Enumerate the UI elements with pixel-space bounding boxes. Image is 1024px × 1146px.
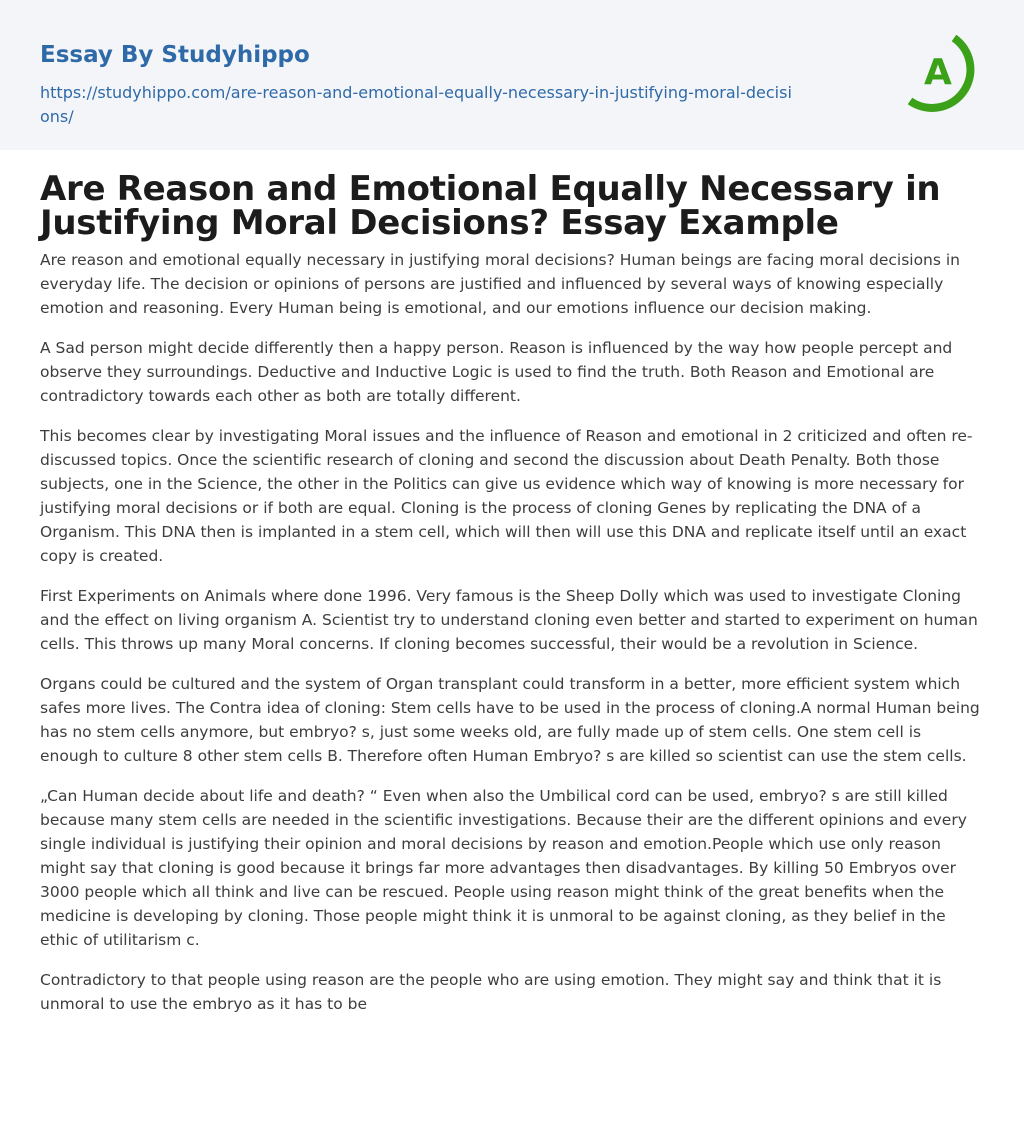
article-paragraph: This becomes clear by investigating Moral issues and the influence of Reason and emotional in 2 criticized and often re-discussed topics. Once the scientific research of cloning and second the discussion about Death Penalty. Both those subjects, one in the Science, the other in the Politics can give us evidence which way of knowing is more necessary for justifying moral decisions or if both are equal. Cloning is the process of cloning Genes by replicating the DNA of a Organism. This DNA then is implanted in a stem cell, which will then will use this DNA and replicate itself until an exact copy is created. — [40, 427, 973, 565]
article-paragraph: A Sad person might decide differently then a happy person. Reason is influenced by the way how people percept and observe they surroundings. Deductive and Inductive Logic is used to find the truth. Both Reason and Emotional are contradictory towards each other as both are totally different. — [40, 339, 953, 405]
studyhippo-logo-icon[interactable] — [896, 28, 986, 118]
article-paragraph: Contradictory to that people using reason are the people who are using emotion. They might say and think that it is unmoral to use the embryo as it has to be — [40, 971, 942, 1013]
article-paragraph: „Can Human decide about life and death? “ Even when also the Umbilical cord can be used, embryo? s are still killed because many stem cells are needed in the scientific investigations. Because their are the different opinions and every single individual is justifying their opinion and moral decisions by reason and emotion.People which use only reason might say that cloning is good because it brings far more advantages then disadvantages. By killing 50 Embryos over 3000 people which all think and live can be rescued. People using reason might think of the great benefits when the medicine is developing by cloning. Those people might think it is unmoral to be against cloning, as they belief in the ethic of utilitarism c. — [40, 787, 967, 949]
article-body — [40, 248, 984, 1016]
article-paragraph: First Experiments on Animals where done 1996. Very famous is the Sheep Dolly which was used to investigate Cloning and the effect on living organism A. Scientist try to understand cloning even better and started to experiment on human cells. This throws up many Moral concerns. If cloning becomes successful, their would be a revolution in Science. — [40, 587, 978, 653]
site-header — [0, 0, 1024, 150]
logo-letter: A — [924, 52, 952, 93]
article — [0, 169, 1024, 1016]
article-paragraph: Organs could be cultured and the system of Organ transplant could transform in a better, more efficient system which safes more lives. The Contra idea of cloning: Stem cells have to be used in the process of cloning.A normal Human being has no stem cells anymore, but embryo? s, just some weeks old, are fully made up of stem cells. One stem cell is enough to culture 8 other stem cells B. Therefore often Human Embryo? s are killed so scientist can use the stem cells. — [40, 675, 980, 765]
article-paragraph: Are reason and emotional equally necessary in justifying moral decisions? Human beings are facing moral decisions in everyday life. The decision or opinions of persons are justified and influenced by several ways of knowing especially emotion and reasoning. Every Human being is emotional, and our emotions influence our decision making. — [40, 251, 961, 317]
article-title: Are Reason and Emotional Equally Necessary in Justifying Moral Decisions? Essay Example — [40, 169, 941, 243]
source-url-link[interactable]: https://studyhippo.com/are-reason-and-emotional-equally-necessary-in-justifying-moral-decisions/ — [40, 83, 792, 126]
brand-name[interactable]: Essay By Studyhippo — [40, 42, 310, 68]
